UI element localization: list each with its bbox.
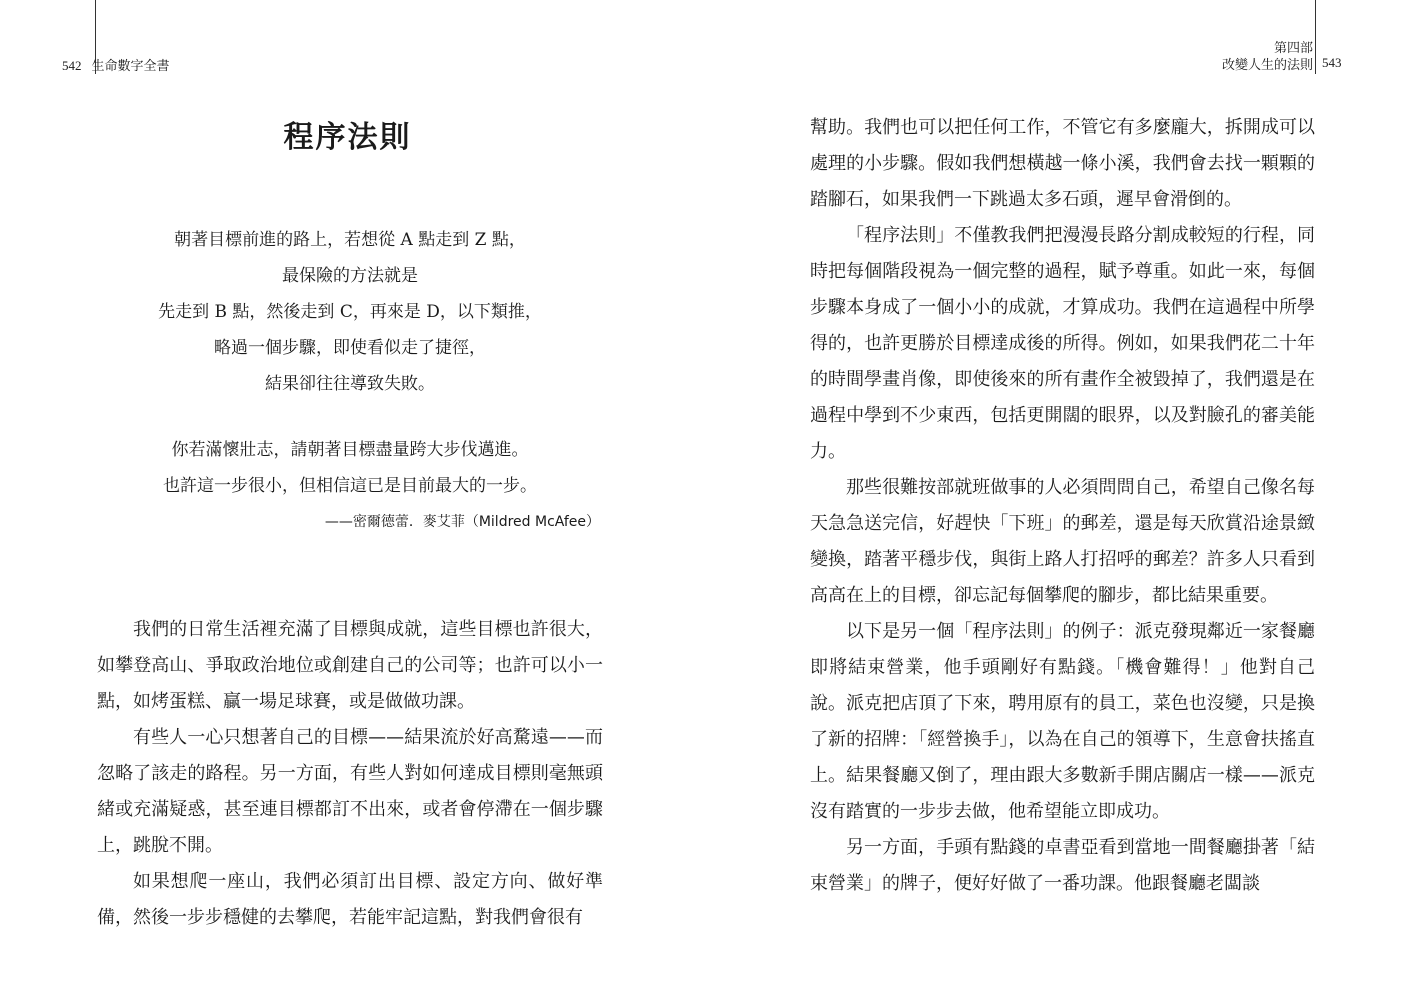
body-paragraph: 「程序法則」不僅教我們把漫漫長路分割成較短的行程，同時把每個階段視為一個完整的過程，賦予尊重。如此一來，每個步驟本身成了一個小小的成就，才算成功。我們在這過程中所學得的，也許更勝於目標達成後的所得。例如，如果我們花二十年的時間學畫肖像，即使後來的所有畫作全被毀掉了，我們還是在過程中學到不少東西，包括更開闊的眼界，以及對臉孔的審美能力。 [810, 225, 1315, 462]
page-number-left: 542 [62, 58, 82, 73]
running-head-right [1222, 40, 1313, 74]
continued-paragraph: 幫助。我們也可以把任何工作，不管它有多麼龐大，拆開成可以處理的小步驟。假如我們想橫越一條小溪，我們會去找一顆顆的踏腳石，如果我們一下跳過太多石頭，遲早會滑倒的。 [810, 117, 1315, 210]
body-paragraph: 以下是另一個「程序法則」的例子：派克發現鄰近一家餐廳即將結束營業，他手頭剛好有點錢。「機會難得！」他對自己說。派克把店頂了下來，聘用原有的員工，菜色也沒變，只是換了新的招牌：「經營換手」，以為在自己的領導下，生意會扶搖直上。結果餐廳又倒了，理由跟大多數新手開店關店一樣——派克沒有踏實的一步步去做，他希望能立即成功。 [810, 621, 1315, 822]
book-title: 生命數字全書 [91, 59, 170, 74]
epigraph-line: 結果卻往往導致失敗。 [265, 374, 435, 394]
body-paragraph: 我們的日常生活裡充滿了目標與成就，這些目標也許很大，如攀登高山、爭取政治地位或創建自己的公司等；也許可以小一點，如烤蛋糕、贏一場足球賽，或是做做功課。 [97, 619, 603, 712]
left-body-text [97, 612, 603, 936]
epigraph-line: 先走到 B 點，然後走到 C，再來是 D，以下類推， [158, 302, 542, 322]
chapter-title: 程序法則 [283, 120, 412, 155]
part-label: 第四部 [1273, 41, 1313, 56]
body-paragraph: 如果想爬一座山，我們必須訂出目標、設定方向、做好準備，然後一步步穩健的去攀爬，若能牢記這點，對我們會很有 [97, 871, 603, 928]
epigraph-line: 略過一個步驟，即使看似走了捷徑， [214, 338, 486, 358]
epigraph-attribution: ——密爾德蕾．麥艾菲（Mildred McAfee） [324, 514, 600, 530]
body-paragraph: 另一方面，手頭有點錢的卓書亞看到當地一間餐廳掛著「結束營業」的牌子，便好好做了一番功課。他跟餐廳老闆談 [810, 837, 1315, 894]
page-number-right: 543 [1322, 55, 1342, 70]
header-rule-right [1315, 0, 1316, 74]
epigraph-line: 你若滿懷壯志，請朝著目標盡量跨大步伐邁進。 [171, 440, 529, 460]
epigraph-line: 最保險的方法就是 [282, 266, 418, 286]
epigraph-line: 朝著目標前進的路上，若想從 A 點走到 Z 點， [174, 230, 526, 250]
body-paragraph: 那些很難按部就班做事的人必須問問自己，希望自己像名每天急急送完信，好趕快「下班」的郵差，還是每天欣賞沿途景緻變換，踏著平穩步伐，與街上路人打招呼的郵差？許多人只看到高高在上的目標，卻忘記每個攀爬的腳步，都比結果重要。 [810, 477, 1315, 606]
epigraph-gap [90, 402, 610, 432]
epigraph [90, 222, 610, 504]
epigraph-line: 也許這一步很小，但相信這已是目前最大的一步。 [163, 476, 537, 496]
running-head-left [62, 55, 170, 74]
part-title: 改變人生的法則 [1221, 58, 1313, 73]
right-body-text [810, 110, 1315, 902]
body-paragraph: 有些人一心只想著自己的目標——結果流於好高騖遠——而忽略了該走的路程。另一方面，有些人對如何達成目標則毫無頭緒或充滿疑惑，甚至連目標都訂不出來，或者會停滯在一個步驟上，跳脫不開。 [97, 727, 603, 856]
